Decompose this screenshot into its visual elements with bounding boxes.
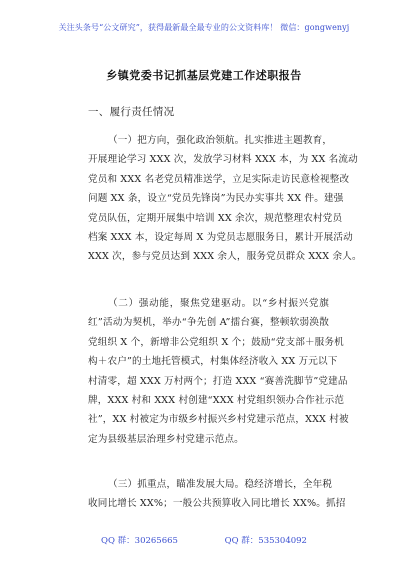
header-banner: 关注头条号“公文研究”，获得最新最全最专业的公文资料库！ 微信：gongwenyj	[58, 23, 350, 32]
paragraph-line: 开展理论学习 XXX 次，发放学习材料 XXX 本，为 XX 名流动	[88, 154, 358, 166]
paragraph-line: 村清零，超 XXX 万村两个；打造 XXX “赛善洗脚节”党建品	[88, 375, 348, 387]
paragraph-line: 社”，XX 村被定为市级乡村振兴乡村党建示范点，XXX 村被	[88, 414, 349, 426]
paragraph-line: XXX 次，参与党员达到 XXX 余人，服务党员群众 XXX 余人。	[88, 251, 362, 263]
paragraph-direction	[88, 131, 362, 267]
footer-contact	[0, 534, 408, 546]
paragraph-line: 档案 XXX 本，设定每周 X 为党员志愿服务日，累计开展活动	[88, 231, 353, 243]
paragraph-line: 牌，XXX 村和 XXX 村创建“XXX 村党组织领办合作社示范	[88, 394, 345, 406]
paragraph-priorities	[88, 475, 346, 514]
paragraph-line: 党组织 X 个，新增非公党组织 X 个；鼓励“党支部＋服务机	[88, 336, 344, 348]
paragraph-line: 构＋农户”的土地托管模式，村集体经济收入 XX 万元以下	[88, 356, 338, 368]
document-title: 乡镇党委书记抓基层党建工作述职报告	[106, 69, 302, 82]
footer-qq-group-1: QQ 群：30265665	[101, 536, 178, 546]
paragraph-line: （三）抓重点，瞄准发展大局。稳经济增长，全年税	[108, 479, 333, 490]
paragraph-line: （一）把方向，强化政治领航。扎实推进主题教育，	[108, 135, 333, 146]
paragraph-line: 党员和 XXX 名老党员精准送学，立足实际走访民意检视整改	[88, 173, 350, 185]
section-heading: 一、履行责任情况	[88, 106, 175, 118]
paragraph-line: 定为县级基层治理乡村党建示范点。	[88, 433, 244, 445]
paragraph-momentum	[88, 294, 349, 449]
paragraph-line: 党员队伍，定期开展集中培训 XX 余次，规范整理农村党员	[88, 212, 343, 224]
paragraph-line: （二）强动能，聚焦党建驱动。以“乡村振兴党旗	[108, 298, 329, 309]
footer-qq-group-2: QQ 群：535304092	[224, 536, 307, 546]
paragraph-line: 问题 XX 条，设立“党员先锋岗”为民办实事共 XX 件。建强	[88, 193, 344, 205]
paragraph-line: 红”活动为契机，举办“争先创 A”擂台赛，整顿软弱涣散	[88, 317, 329, 329]
paragraph-line: 收同比增长 XX%；一般公共预算收入同比增长 XX%。抓招	[88, 498, 346, 510]
